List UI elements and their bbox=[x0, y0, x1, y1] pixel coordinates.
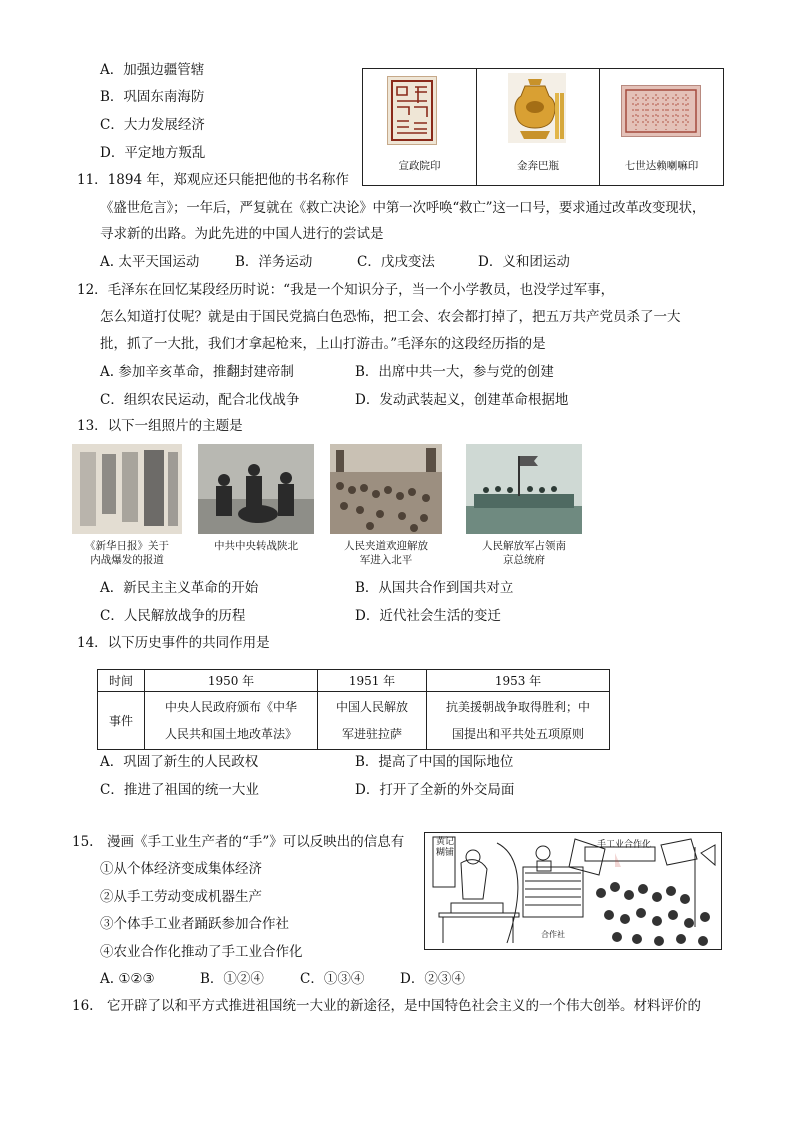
q12-option-b: B．出席中共一大，参与党的创建 bbox=[355, 364, 554, 380]
q11-stem-line1: 11．1894 年，郑观应还只能把他的书名称作 bbox=[77, 172, 349, 188]
cartoon-label-shop-2: 糊铺 bbox=[435, 848, 454, 858]
cartoon-label-banner: 手工业合作化 bbox=[597, 840, 652, 850]
caption-dalai-seal: 七世达赖喇嘛印 bbox=[624, 160, 699, 172]
q12-stem-line3: 批，抓了一大批，我们才拿起枪来，上山打游击。”毛泽东的这段经历指的是 bbox=[100, 336, 546, 352]
q11-option-c: C．戊戌变法 bbox=[357, 254, 435, 270]
beiping-photo bbox=[330, 444, 442, 534]
nanjing-photo bbox=[466, 444, 582, 534]
caption-seal-1: 宣政院印 bbox=[398, 160, 441, 172]
caption-photo-1b: 内战爆发的报道 bbox=[90, 554, 164, 566]
table-year-1950: 1950 年 bbox=[145, 670, 318, 692]
caption-photo-4b: 京总统府 bbox=[503, 554, 545, 566]
q12-option-a: A. 参加辛亥革命，推翻封建帝制 bbox=[100, 364, 294, 380]
table-header-time: 时间 bbox=[98, 670, 145, 692]
caption-photo-4a: 人民解放军占领南 bbox=[482, 540, 566, 552]
q11-option-a: A. 太平天国运动 bbox=[100, 254, 200, 270]
table-event-1953: 抗美援朝战争取得胜利；中 国提出和平共处五项原则 bbox=[427, 692, 610, 750]
table-year-1953: 1953 年 bbox=[427, 670, 610, 692]
q15-option-b: B．①②④ bbox=[200, 971, 264, 987]
q16-stem-line1: 16. 它开辟了以和平方式推进祖国统一大业的新途径，是中国特色社会主义的一个伟大创举。材料评价的 bbox=[72, 998, 701, 1014]
q14-stem: 14．以下历史事件的共同作用是 bbox=[77, 635, 270, 651]
q13-option-d: D．近代社会生活的变迁 bbox=[355, 608, 501, 624]
q15-stem: 15. 漫画《手工业生产者的“手”》可以反映出的信息有 bbox=[72, 834, 405, 850]
caption-photo-1a: 《新华日报》关于 bbox=[85, 540, 169, 552]
q10-option-c: C．大力发展经济 bbox=[100, 117, 205, 133]
q13-stem: 13．以下一组照片的主题是 bbox=[77, 418, 243, 434]
table-year-1951: 1951 年 bbox=[318, 670, 427, 692]
q15-option-c: C．①③④ bbox=[300, 971, 365, 987]
newspaper-photo bbox=[72, 444, 182, 534]
q11-option-d: D．义和团运动 bbox=[478, 254, 570, 270]
q14-option-d: D．打开了全新的外交局面 bbox=[355, 782, 515, 798]
q10-image-table bbox=[362, 68, 724, 186]
table-event-1950: 中央人民政府颁布《中华 人民共和国土地改革法》 bbox=[145, 692, 318, 750]
cartoon-label-coop: 合作社 bbox=[541, 930, 565, 939]
q12-option-c: C．组织农民运动，配合北伐战争 bbox=[100, 392, 300, 408]
table-event-1951: 中国人民解放 军进驻拉萨 bbox=[318, 692, 427, 750]
seal-image bbox=[387, 76, 437, 145]
q11-stem-line2: 《盛世危言》；一年后，严复就在《救亡决论》中第一次呼唤“救亡”这一口号，要求通过改革改变现状， bbox=[100, 200, 706, 216]
q11-stem-line3: 寻求新的出路。为此先进的中国人进行的尝试是 bbox=[100, 226, 384, 242]
q14-option-c: C．推进了祖国的统一大业 bbox=[100, 782, 259, 798]
q10-option-b: B．巩固东南海防 bbox=[100, 89, 205, 105]
handicraft-cartoon bbox=[424, 832, 722, 950]
q15-item-2: ②从手工劳动变成机器生产 bbox=[100, 889, 262, 905]
table-header-event: 事件 bbox=[98, 692, 145, 750]
caption-photo-3b: 军进入北平 bbox=[359, 554, 413, 566]
golden-urn-image bbox=[508, 73, 566, 143]
caption-photo-3a: 人民夹道欢迎解放 bbox=[344, 540, 428, 552]
caption-golden-urn: 金奔巴瓶 bbox=[517, 160, 559, 172]
q14-option-a: A．巩固了新生的人民政权 bbox=[100, 754, 259, 770]
q14-option-b: B．提高了中国的国际地位 bbox=[355, 754, 514, 770]
q13-option-b: B．从国共合作到国共对立 bbox=[355, 580, 514, 596]
q15-item-3: ③个体手工业者踊跃参加合作社 bbox=[100, 916, 289, 932]
cartoon-label-shop-1: 黄记 bbox=[435, 837, 454, 847]
dalai-lama-seal-image bbox=[621, 85, 701, 137]
q12-stem-line2: 怎么知道打仗呢？就是由于国民党搞白色恐怖，把工会、农会都打掉了，把五万共产党员杀了一大 bbox=[100, 309, 681, 325]
q15-option-d: D．②③④ bbox=[400, 971, 465, 987]
q15-item-1: ①从个体经济变成集体经济 bbox=[100, 861, 262, 877]
q13-option-a: A．新民主主义革命的开始 bbox=[100, 580, 259, 596]
q12-option-d: D．发动武装起义，创建革命根据地 bbox=[355, 392, 569, 408]
q13-option-c: C．人民解放战争的历程 bbox=[100, 608, 246, 624]
shaanbei-photo bbox=[198, 444, 314, 534]
q14-event-table bbox=[97, 669, 610, 750]
q15-option-a: A. ①②③ bbox=[100, 971, 155, 987]
q10-option-a: A．加强边疆管辖 bbox=[100, 62, 205, 78]
q12-stem-line1: 12．毛泽东在回忆某段经历时说：“我是一个知识分子，当一个小学教员，也没学过军事， bbox=[77, 282, 615, 298]
q11-option-b: B．洋务运动 bbox=[235, 254, 313, 270]
caption-photo-2: 中共中央转战陕北 bbox=[214, 540, 298, 552]
q15-item-4: ④农业合作化推动了手工业合作化 bbox=[100, 944, 303, 960]
q10-option-d: D．平定地方叛乱 bbox=[100, 145, 206, 161]
